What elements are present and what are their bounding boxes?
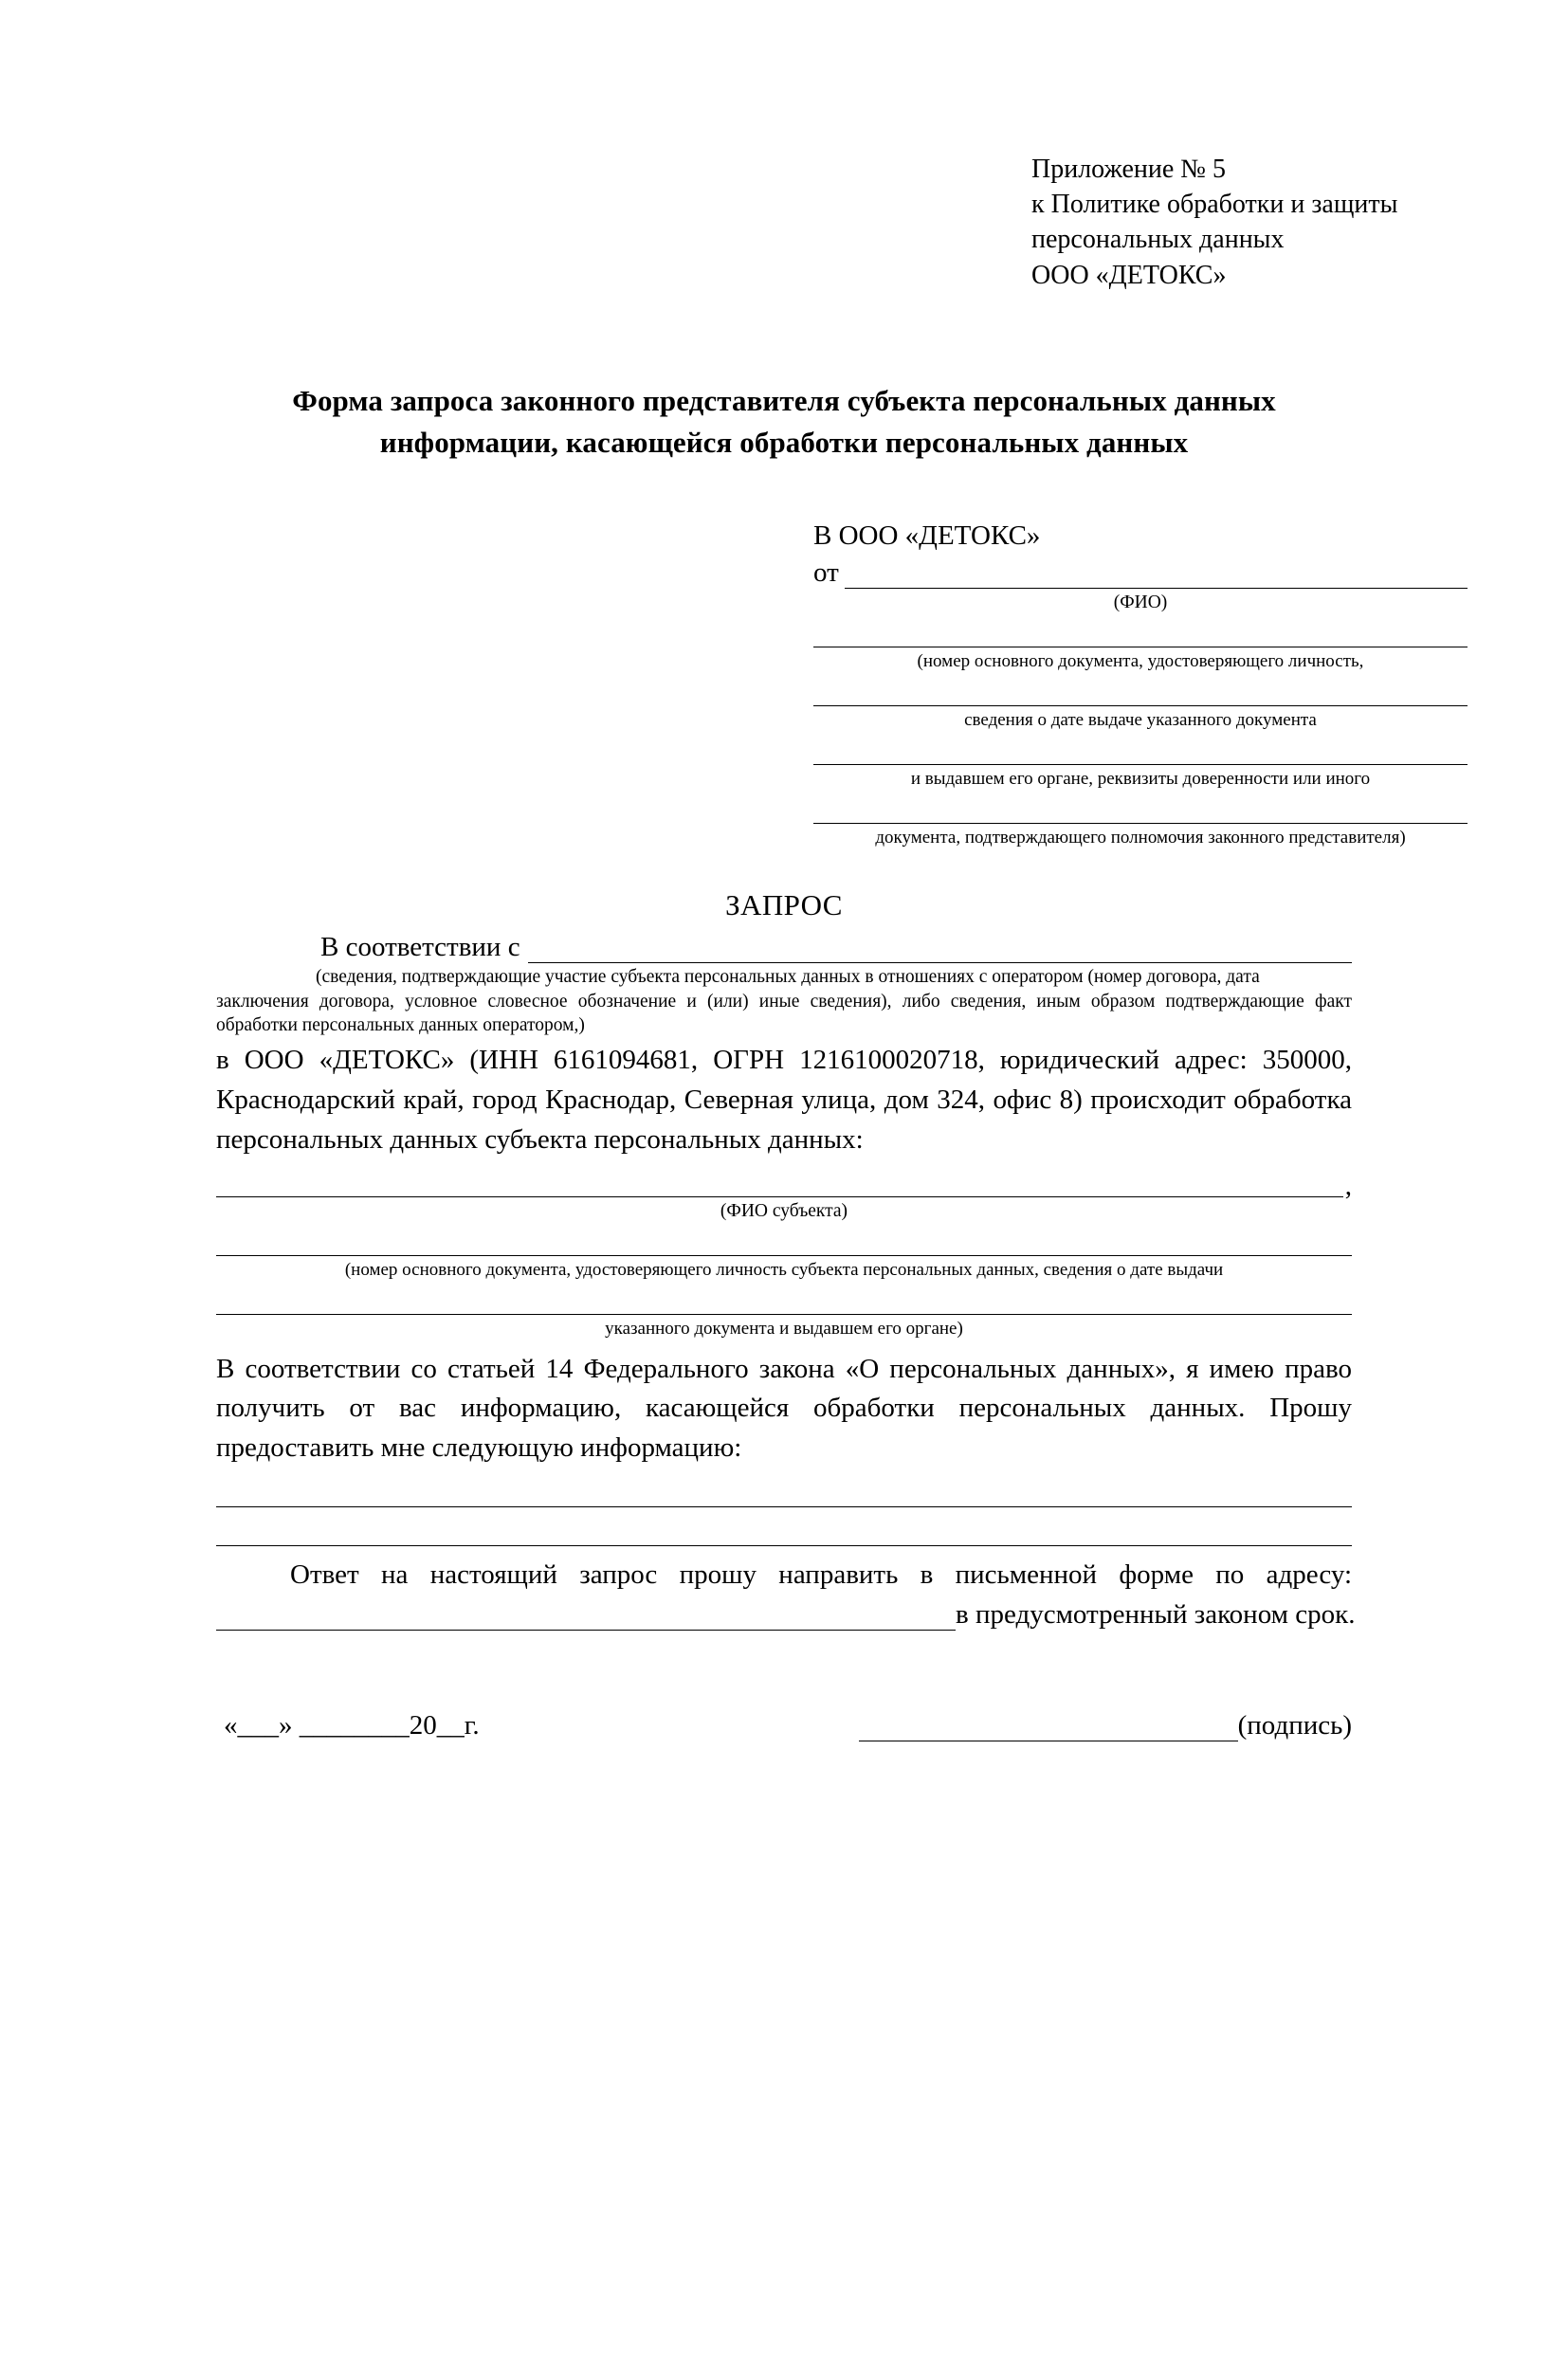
addressee-organization: В ООО «ДЕТОКС» xyxy=(813,520,1041,551)
answer-tail-text: в предусмотренный законом срок. xyxy=(956,1598,1356,1630)
caption-doc-number: (номер основного документа, удостоверяющего личность, xyxy=(917,651,1364,672)
appendix-header-line-3: персональных данных xyxy=(1031,225,1285,255)
requested-info-input-2[interactable] xyxy=(216,1522,1352,1546)
requested-info-input-1[interactable] xyxy=(216,1484,1352,1507)
organization-paragraph: в ООО «ДЕТОКС» (ИНН 6161094681, ОГРН 1216100020718, юридический адрес: 350000, Краснодарский край, город Краснодар, Северная улица, дом 324, офис 8) происходит обработка персональных данных субъекта персональных данных: xyxy=(216,1045,1352,1155)
caption-subject-doc-1: (номер основного документа, удостоверяющего личность субъекта персональных данных, сведения о дате выдачи xyxy=(344,1260,1224,1281)
caption-doc-authority: документа, подтверждающего полномочия законного представителя) xyxy=(875,827,1406,848)
answer-address-row xyxy=(216,1598,1356,1631)
appendix-header-line-4: ООО «ДЕТОКС» xyxy=(1031,260,1227,290)
in-accordance-input[interactable] xyxy=(528,941,1352,963)
subject-doc-input[interactable] xyxy=(216,1232,1352,1256)
subject-doc-organ-input[interactable] xyxy=(216,1291,1352,1315)
signature-input[interactable] xyxy=(859,1720,1238,1741)
caption-subject-fio: (ФИО субъекта) xyxy=(720,1200,848,1221)
fineprint-line-2: заключения договора, условное словесное обозначение и (или) иные сведения), либо сведения, иным образом подтверждающие факт xyxy=(216,991,1352,1012)
fineprint-block xyxy=(216,965,1352,1037)
in-accordance-row xyxy=(216,932,1352,963)
doc-organ-input[interactable] xyxy=(813,741,1468,765)
request-heading: ЗАПРОС xyxy=(725,888,843,922)
page-title-line-2: информации, касающейся обработки персональных данных xyxy=(379,425,1189,459)
answer-sentence: Ответ на настоящий запрос прошу направить в письменной форме по адресу: xyxy=(290,1559,1352,1590)
appendix-header xyxy=(1031,152,1398,293)
fineprint-line-1: (сведения, подтверждающие участие субъекта персональных данных в отношениях с оператором (номер договора, дата xyxy=(316,967,1260,988)
doc-number-input[interactable] xyxy=(813,624,1468,647)
date-field[interactable]: «___» ________20__г. xyxy=(224,1709,480,1741)
caption-doc-date: сведения о дате выдаче указанного документа xyxy=(964,710,1317,731)
doc-date-input[interactable] xyxy=(813,683,1468,706)
doc-authority-input[interactable] xyxy=(813,800,1468,824)
from-row xyxy=(813,557,1468,589)
law-paragraph: В соответствии со статьей 14 Федерального закона «О персональных данных», я имею право получить от вас информацию, касающейся обработки персональных данных. Прошу предоставить мне следующую информацию: xyxy=(216,1353,1352,1464)
subject-fio-block xyxy=(216,1170,1352,1340)
appendix-header-line-2: к Политике обработки и защиты xyxy=(1031,190,1398,220)
subject-fio-input[interactable] xyxy=(216,1176,1343,1197)
from-label: от xyxy=(813,556,839,588)
appendix-header-line-1: Приложение № 5 xyxy=(1031,155,1226,184)
document-page xyxy=(0,152,1568,2370)
caption-subject-doc-2: указанного документа и выдавшем его органе) xyxy=(605,1318,963,1339)
page-title-line-1: Форма запроса законного представителя субъекта персональных данных xyxy=(292,383,1276,417)
signature-label: (подпись) xyxy=(1237,1709,1352,1741)
addressee-block xyxy=(813,520,1468,848)
page-title xyxy=(216,380,1352,464)
in-accordance-label: В соответствии с xyxy=(320,932,520,963)
caption-fio: (ФИО) xyxy=(1113,592,1168,612)
from-fio-input[interactable] xyxy=(845,567,1468,589)
signature-row xyxy=(216,1710,1352,1741)
answer-address-input[interactable] xyxy=(216,1607,956,1631)
subject-fio-comma: , xyxy=(1344,1170,1352,1201)
fineprint-line-3: обработки персональных данных оператором,) xyxy=(216,1015,585,1036)
caption-doc-organ: и выдавшем его органе, реквизиты доверенности или иного xyxy=(910,768,1371,789)
